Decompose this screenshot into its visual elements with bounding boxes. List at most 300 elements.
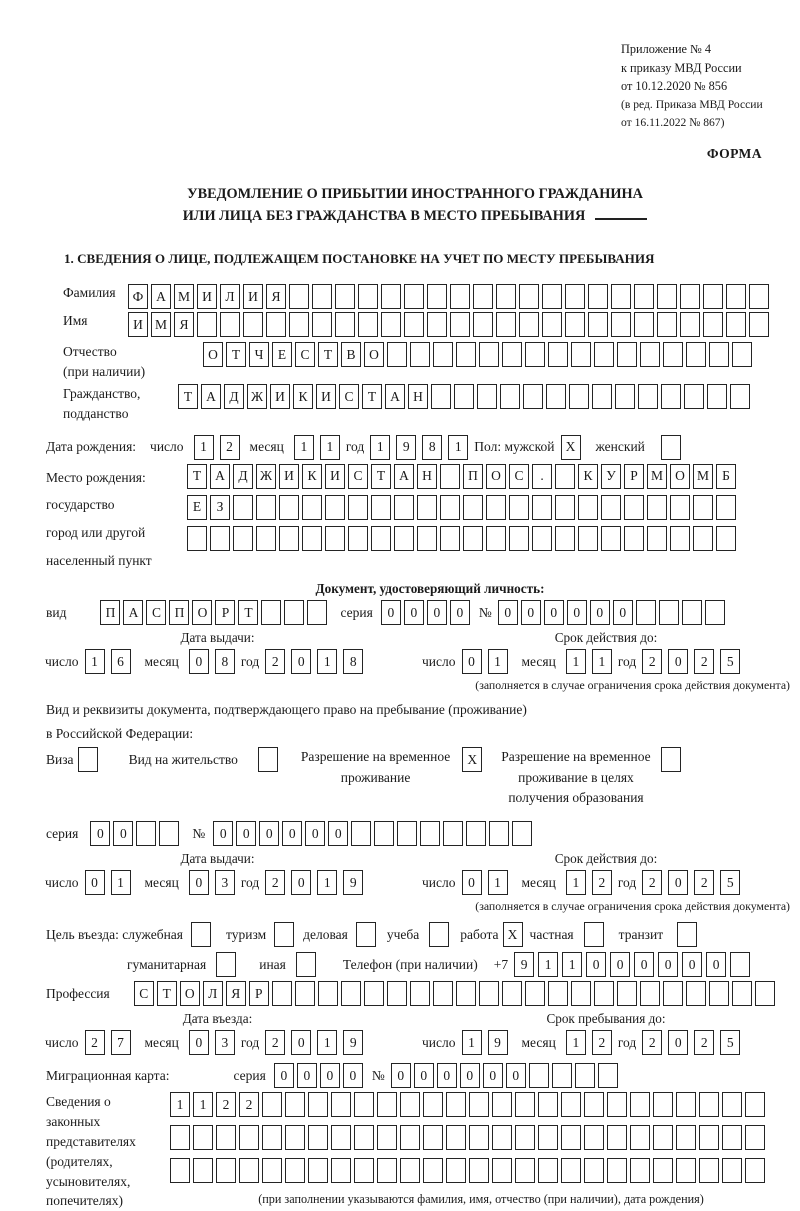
stay-doc-valid-day-label: число [422, 874, 456, 890]
stay-doc-valid-group [422, 851, 790, 914]
representatives-cell-rows [170, 1092, 792, 1183]
birthplace-row2-cells [187, 495, 739, 520]
patronymic-label-line2: (при наличии) [63, 364, 146, 380]
char-cell-empty [335, 284, 355, 309]
char-cell-empty [732, 342, 752, 367]
char-cell-filled: Ф [128, 284, 148, 309]
char-cell-empty [473, 312, 493, 337]
doc-number-label: № [478, 605, 492, 621]
char-cell-filled: 0 [590, 600, 610, 625]
appendix-line-5: от 16.11.2022 № 867) [621, 115, 725, 129]
char-cell-filled: 0 [460, 1063, 480, 1088]
char-cell-empty [663, 342, 683, 367]
char-cell-empty [492, 1158, 512, 1183]
char-cell-filled: 1 [85, 649, 105, 674]
char-cell-empty [716, 526, 736, 551]
char-cell-empty [653, 1158, 673, 1183]
birthplace-row3-cells [187, 526, 739, 551]
char-cell-filled: 1 [448, 435, 468, 460]
char-cell-empty [584, 1158, 604, 1183]
purpose-work-label: работа [460, 926, 499, 942]
char-cell-filled: Т [157, 981, 177, 1006]
char-cell-empty [617, 981, 637, 1006]
trp-label-line2: проживание [340, 769, 411, 785]
char-cell-filled: 9 [343, 870, 363, 895]
char-cell-empty [496, 312, 516, 337]
char-cell-filled: К [302, 464, 322, 489]
char-cell-empty [546, 384, 566, 409]
char-cell-empty [233, 526, 253, 551]
char-cell-empty [159, 821, 179, 846]
char-cell-empty [680, 312, 700, 337]
migration-card-series-label: серия [233, 1067, 266, 1083]
char-cell-empty [492, 1092, 512, 1117]
char-cell-empty [512, 821, 532, 846]
char-cell-empty [640, 981, 660, 1006]
char-cell-empty [578, 526, 598, 551]
stay-doc-options [46, 747, 792, 808]
char-cell-empty [676, 1125, 696, 1150]
char-cell-filled: М [693, 464, 713, 489]
visa-option [46, 747, 101, 773]
surname-label: Фамилия [63, 285, 116, 301]
char-cell-empty [532, 495, 552, 520]
patronymic-label-line1: Отчество [63, 344, 117, 360]
char-cell-filled: Т [226, 342, 246, 367]
char-cell-filled: 1 [194, 435, 214, 460]
char-cell-filled: 2 [694, 1030, 714, 1055]
visa-label: Виза [46, 752, 74, 768]
char-cell-empty [400, 1158, 420, 1183]
entry-day-cells [85, 1030, 137, 1055]
char-cell-empty [732, 981, 752, 1006]
char-cell-filled: 8 [215, 649, 235, 674]
sex-male-checkbox: X [561, 435, 581, 460]
char-cell-filled: 0 [328, 821, 348, 846]
name-row [63, 312, 792, 337]
purpose-transit-checkbox [677, 922, 697, 947]
birthplace-label-line3: город или другой [46, 525, 146, 541]
char-cell-empty [239, 1125, 259, 1150]
char-cell-filled: 2 [592, 1030, 612, 1055]
char-cell-empty [548, 342, 568, 367]
char-cell-empty [630, 1158, 650, 1183]
char-cell-filled: М [174, 284, 194, 309]
char-cell-empty [410, 981, 430, 1006]
char-cell-filled: . [532, 464, 552, 489]
char-cell-empty [684, 384, 704, 409]
trp-edu-label-line2: проживание в целях [518, 769, 634, 785]
surname-row [63, 284, 792, 309]
char-cell-filled: Н [408, 384, 428, 409]
doc-issue-day-label: число [45, 654, 79, 670]
char-cell-filled: Н [417, 464, 437, 489]
char-cell-empty [410, 342, 430, 367]
char-cell-filled: 0 [706, 952, 726, 977]
sex-male-label: Пол: мужской [474, 439, 555, 455]
doc-type-cells [100, 600, 330, 625]
stay-doc-issue-day-label: число [45, 874, 79, 890]
char-cell-empty [463, 495, 483, 520]
char-cell-empty [548, 981, 568, 1006]
char-cell-empty [523, 384, 543, 409]
char-cell-filled: 1 [111, 870, 131, 895]
char-cell-empty [716, 495, 736, 520]
stay-doc-issue-row [45, 870, 390, 895]
birth-day-label: число [150, 439, 184, 455]
char-cell-empty [354, 1125, 374, 1150]
representatives-label-line1: Сведения о [46, 1094, 111, 1110]
identity-doc-row [46, 600, 792, 625]
char-cell-filled: Д [224, 384, 244, 409]
char-cell-filled: 0 [462, 870, 482, 895]
char-cell-filled: 0 [381, 600, 401, 625]
char-cell-empty [394, 495, 414, 520]
char-cell-filled: М [151, 312, 171, 337]
char-cell-filled: Я [174, 312, 194, 337]
char-cell-empty [634, 284, 654, 309]
stay-doc-valid-month-label: месяц [521, 874, 556, 890]
char-cell-filled: 0 [427, 600, 447, 625]
char-cell-empty [705, 600, 725, 625]
char-cell-empty [440, 464, 460, 489]
title-underline [595, 218, 647, 220]
char-cell-empty [261, 600, 281, 625]
char-cell-empty [331, 1092, 351, 1117]
char-cell-empty [661, 384, 681, 409]
representatives-label-line4: (родителях, [46, 1153, 113, 1169]
appendix-line-4: (в ред. Приказа МВД России [621, 98, 763, 112]
char-cell-filled: Я [226, 981, 246, 1006]
char-cell-filled: Б [716, 464, 736, 489]
char-cell-empty [358, 312, 378, 337]
char-cell-empty [404, 312, 424, 337]
char-cell-empty [302, 495, 322, 520]
char-cell-filled: 2 [265, 870, 285, 895]
char-cell-empty [730, 952, 750, 977]
purpose-business-checkbox [356, 922, 376, 947]
residence-checkbox [258, 747, 278, 772]
char-cell-empty [571, 981, 591, 1006]
char-cell-filled: 0 [414, 1063, 434, 1088]
char-cell-filled: 0 [658, 952, 678, 977]
birthplace-block [46, 464, 792, 575]
stay-doc-dates [45, 851, 790, 914]
char-cell-empty [469, 1092, 489, 1117]
char-cell-empty [682, 600, 702, 625]
char-cell-empty [515, 1125, 535, 1150]
doc-valid-group [422, 630, 790, 693]
doc-valid-day-cells [462, 649, 514, 674]
char-cell-filled: 0 [391, 1063, 411, 1088]
purpose-study-label: учеба [386, 926, 420, 942]
doc-issue-heading: Дата выдачи: [180, 630, 255, 646]
char-cell-filled: 1 [193, 1092, 213, 1117]
char-cell-filled: А [201, 384, 221, 409]
char-cell-filled: 1 [566, 870, 586, 895]
citizenship-row [63, 384, 792, 424]
char-cell-empty [565, 284, 585, 309]
char-cell-filled: И [279, 464, 299, 489]
char-cell-empty [699, 1092, 719, 1117]
char-cell-empty [588, 312, 608, 337]
char-cell-empty [210, 526, 230, 551]
entry-month-cells [189, 1030, 241, 1055]
char-cell-empty [431, 384, 451, 409]
doc-series-cells [381, 600, 473, 625]
char-cell-empty [525, 981, 545, 1006]
phone-cells [514, 952, 754, 977]
char-cell-empty [607, 1158, 627, 1183]
char-cell-empty [657, 312, 677, 337]
char-cell-filled: 1 [317, 1030, 337, 1055]
char-cell-empty [745, 1158, 765, 1183]
char-cell-empty [433, 981, 453, 1006]
stay-doc-valid-note: (заполняется в случае ограничения срока действия документа) [475, 899, 790, 914]
char-cell-empty [331, 1158, 351, 1183]
birth-year-cells [370, 435, 474, 460]
char-cell-empty [502, 342, 522, 367]
char-cell-empty [272, 981, 292, 1006]
birthdate-label: Дата рождения: [46, 439, 137, 455]
char-cell-empty [588, 284, 608, 309]
char-cell-filled: 0 [259, 821, 279, 846]
char-cell-empty [515, 1092, 535, 1117]
stay-doc-valid-year-label: год [617, 874, 637, 890]
char-cell-filled: 1 [538, 952, 558, 977]
char-cell-empty [417, 526, 437, 551]
trp-edu-label-line3: получения образования [508, 789, 644, 805]
char-cell-empty [479, 342, 499, 367]
char-cell-empty [686, 342, 706, 367]
char-cell-empty [446, 1092, 466, 1117]
char-cell-filled: 0 [85, 870, 105, 895]
form-title-line2-text: ИЛИ ЛИЦА БЕЗ ГРАЖДАНСТВА В МЕСТО ПРЕБЫВАНИЯ [182, 208, 586, 225]
char-cell-empty [469, 1158, 489, 1183]
profession-cells [134, 981, 778, 1006]
char-cell-empty [285, 1125, 305, 1150]
char-cell-empty [584, 1125, 604, 1150]
representatives-row1-cells [170, 1092, 792, 1117]
char-cell-empty [469, 1125, 489, 1150]
char-cell-filled: 2 [642, 870, 662, 895]
char-cell-filled: 0 [544, 600, 564, 625]
char-cell-filled: О [180, 981, 200, 1006]
char-cell-empty [354, 1158, 374, 1183]
char-cell-empty [325, 526, 345, 551]
stay-doc-number-cells [213, 821, 535, 846]
char-cell-empty [693, 526, 713, 551]
char-cell-empty [256, 526, 276, 551]
char-cell-filled: 9 [488, 1030, 508, 1055]
trp-edu-option [501, 747, 683, 808]
char-cell-empty [502, 981, 522, 1006]
char-cell-filled: 0 [320, 1063, 340, 1088]
form-title-line1: УВЕДОМЛЕНИЕ О ПРИБЫТИИ ИНОСТРАННОГО ГРАЖДАНИНА [187, 186, 643, 202]
char-cell-filled: 1 [170, 1092, 190, 1117]
profession-label: Профессия [46, 985, 110, 1001]
migration-card-label: Миграционная карта: [46, 1067, 170, 1083]
char-cell-empty [634, 312, 654, 337]
char-cell-filled: С [509, 464, 529, 489]
char-cell-empty [420, 821, 440, 846]
char-cell-empty [657, 284, 677, 309]
stay-doc-number-label: № [192, 825, 206, 841]
char-cell-filled: 0 [189, 649, 209, 674]
purpose-tourism-label: туризм [226, 926, 267, 942]
char-cell-empty [525, 342, 545, 367]
char-cell-filled: 0 [634, 952, 654, 977]
char-cell-filled: 0 [213, 821, 233, 846]
char-cell-filled: 0 [437, 1063, 457, 1088]
char-cell-filled: 1 [317, 870, 337, 895]
char-cell-empty [450, 284, 470, 309]
char-cell-filled: 1 [294, 435, 314, 460]
char-cell-empty [615, 384, 635, 409]
char-cell-filled: К [293, 384, 313, 409]
identity-doc-dates [45, 630, 790, 693]
char-cell-empty [529, 1063, 549, 1088]
char-cell-empty [233, 495, 253, 520]
char-cell-empty [262, 1158, 282, 1183]
char-cell-empty [607, 1092, 627, 1117]
citizenship-cells [178, 384, 753, 409]
char-cell-filled: 0 [291, 649, 311, 674]
char-cell-empty [456, 342, 476, 367]
doc-number-cells [498, 600, 728, 625]
char-cell-empty [500, 384, 520, 409]
char-cell-empty [680, 284, 700, 309]
char-cell-empty [630, 1092, 650, 1117]
char-cell-empty [676, 1158, 696, 1183]
char-cell-filled: Т [187, 464, 207, 489]
representatives-row3-cells [170, 1158, 792, 1183]
char-cell-filled: 5 [720, 649, 740, 674]
representatives-row2-cells [170, 1125, 792, 1150]
char-cell-empty [571, 342, 591, 367]
char-cell-filled: 0 [189, 870, 209, 895]
entry-year-cells [265, 1030, 369, 1055]
char-cell-empty [636, 600, 656, 625]
purpose-transit-label: транзит [618, 926, 664, 942]
char-cell-filled: 0 [291, 870, 311, 895]
citizenship-label-line1: Гражданство, [63, 386, 141, 401]
char-cell-filled: 2 [85, 1030, 105, 1055]
char-cell-filled: 8 [343, 649, 363, 674]
char-cell-filled: 0 [682, 952, 702, 977]
char-cell-empty [446, 1158, 466, 1183]
doc-valid-note: (заполняется в случае ограничения срока действия документа) [475, 678, 790, 693]
purpose-official-checkbox [191, 922, 211, 947]
char-cell-filled: 1 [566, 1030, 586, 1055]
char-cell-filled: Л [220, 284, 240, 309]
char-cell-empty [755, 981, 775, 1006]
char-cell-filled: 2 [239, 1092, 259, 1117]
char-cell-filled: О [486, 464, 506, 489]
char-cell-filled: 2 [216, 1092, 236, 1117]
char-cell-empty [640, 342, 660, 367]
char-cell-empty [538, 1092, 558, 1117]
stay-doc-intro1: Вид и реквизиты документа, подтверждающего право на пребывание (проживание) [46, 702, 527, 718]
sex-female-label: женский [595, 439, 645, 455]
char-cell-empty [726, 284, 746, 309]
doc-issue-month-label: месяц [144, 654, 179, 670]
char-cell-filled: С [295, 342, 315, 367]
char-cell-empty [341, 981, 361, 1006]
char-cell-empty [351, 821, 371, 846]
char-cell-empty [598, 1063, 618, 1088]
char-cell-empty [479, 981, 499, 1006]
char-cell-empty [647, 495, 667, 520]
section1-heading: 1. СВЕДЕНИЯ О ЛИЦЕ, ПОДЛЕЖАЩЕМ ПОСТАНОВКЕ НА УЧЕТ ПО МЕСТУ ПРЕБЫВАНИЯ [64, 251, 655, 267]
char-cell-filled: З [210, 495, 230, 520]
char-cell-empty [709, 981, 729, 1006]
char-cell-empty [325, 495, 345, 520]
char-cell-filled: 9 [343, 1030, 363, 1055]
char-cell-empty [220, 312, 240, 337]
entry-date-group [45, 1011, 390, 1055]
char-cell-empty [552, 1063, 572, 1088]
purpose-humanitarian-checkbox [216, 952, 236, 977]
representatives-label [46, 1092, 170, 1211]
birth-month-label: месяц [249, 439, 284, 455]
char-cell-filled: 0 [586, 952, 606, 977]
char-cell-filled: А [394, 464, 414, 489]
char-cell-empty [555, 495, 575, 520]
trp-edu-label-line1: Разрешение на временное [501, 749, 651, 765]
char-cell-empty [216, 1125, 236, 1150]
surname-cells [128, 284, 772, 309]
char-cell-empty [561, 1125, 581, 1150]
char-cell-empty [601, 526, 621, 551]
char-cell-filled: Е [187, 495, 207, 520]
name-label: Имя [63, 313, 88, 329]
stay-doc-valid-year-cells [642, 870, 746, 895]
char-cell-filled: 0 [343, 1063, 363, 1088]
char-cell-empty [193, 1158, 213, 1183]
stay-month-label: месяц [521, 1034, 556, 1050]
char-cell-empty [387, 981, 407, 1006]
char-cell-filled: С [348, 464, 368, 489]
char-cell-filled: 2 [694, 870, 714, 895]
char-cell-filled: Е [272, 342, 292, 367]
doc-valid-heading: Срок действия до: [554, 630, 658, 646]
doc-issue-year-label: год [240, 654, 260, 670]
char-cell-empty [489, 821, 509, 846]
birth-month-cells [294, 435, 346, 460]
char-cell-empty [335, 312, 355, 337]
char-cell-empty [486, 526, 506, 551]
char-cell-empty [308, 1158, 328, 1183]
stay-doc-issue-month-cells [189, 870, 241, 895]
char-cell-filled: 6 [111, 649, 131, 674]
char-cell-empty [289, 284, 309, 309]
char-cell-empty [187, 526, 207, 551]
char-cell-filled: 5 [720, 1030, 740, 1055]
char-cell-filled: П [100, 600, 120, 625]
char-cell-empty [284, 600, 304, 625]
char-cell-empty [509, 526, 529, 551]
char-cell-empty [607, 1125, 627, 1150]
char-cell-empty [670, 495, 690, 520]
stay-month-cells [566, 1030, 618, 1055]
char-cell-filled: И [316, 384, 336, 409]
char-cell-empty [308, 1125, 328, 1150]
char-cell-filled: 0 [291, 1030, 311, 1055]
char-cell-filled: 0 [404, 600, 424, 625]
trp-option [301, 747, 485, 788]
char-cell-empty [578, 495, 598, 520]
